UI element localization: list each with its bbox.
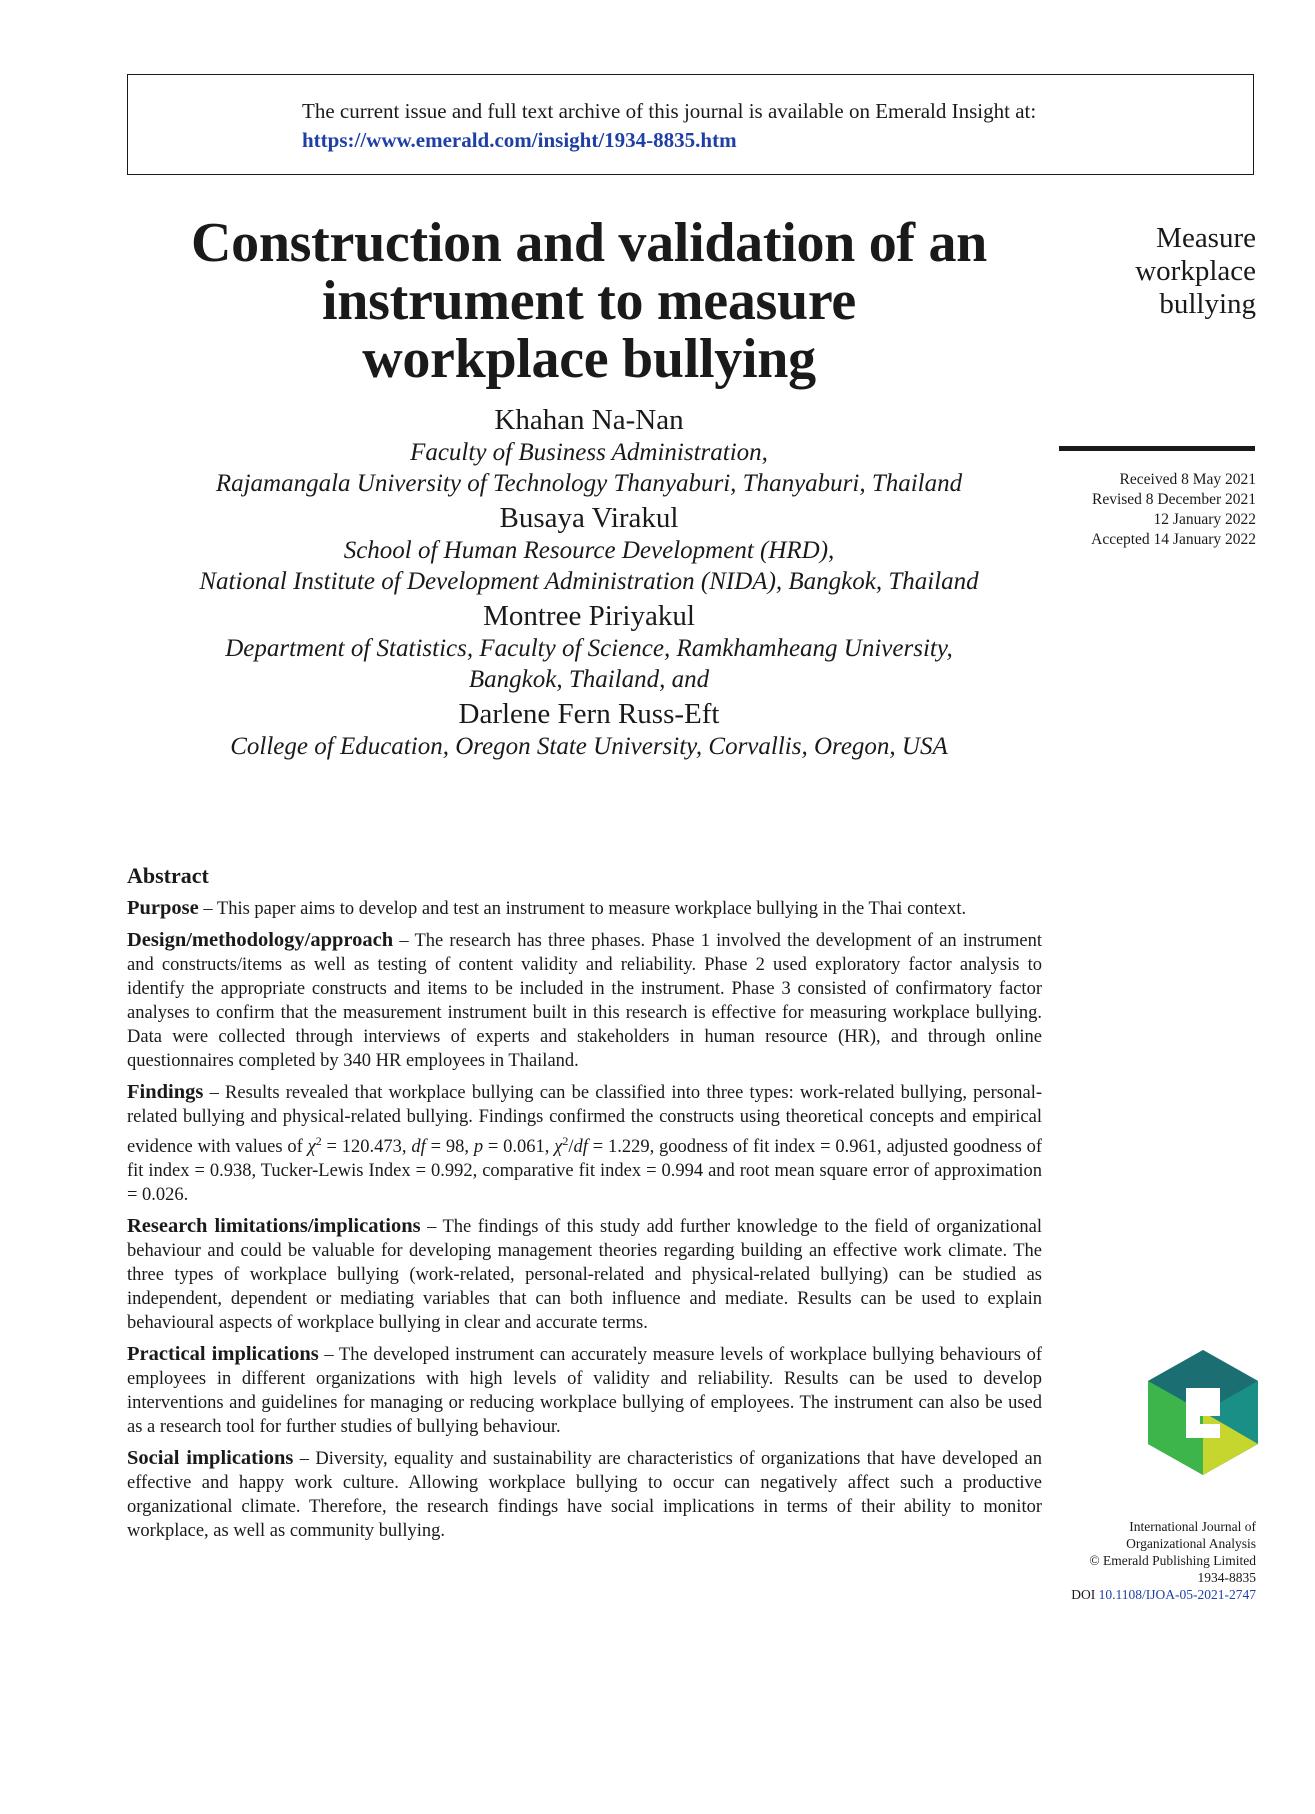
author-affiliation: Faculty of Business Administration,	[410, 439, 768, 466]
author-affiliation: College of Education, Oregon State University, Corvallis, Oregon, USA	[230, 733, 948, 760]
author-name: Busaya Virakul	[499, 502, 679, 534]
section-label: Purpose	[127, 897, 199, 919]
running-head-line: workplace	[1135, 255, 1256, 287]
section-text: goodness of fit index = 0.961, adjusted goodness of fit index = 0.938, Tucker-Lewis Index = 0.992, comparative fit index = 0.994 and root mean square error of approximation = 0.026.	[127, 1137, 1043, 1206]
journal-name-line: International Journal of	[1129, 1519, 1256, 1534]
abstract-findings: Findings – Results revealed that workplace bullying can be classified into three types: work-related bullying, personal-related bullying and physical-related bullying. Findings confirmed the constructs using theoretical concepts and empirical evidence with values of $\chi^2 = 120.473$, df = 98, p = 0.061, $\chi^2/df = 1.229$, goodness of fit index = 0.961, adjusted goodness of fit index = 0.938, Tucker-Lewis Index = 0.992, comparative fit index = 0.994 and root mean square error of approximation = 0.026.	[127, 1081, 1043, 1206]
running-head-line: bullying	[1159, 288, 1256, 320]
author-4	[127, 697, 1051, 762]
history-accepted: Accepted 14 January 2022	[1091, 531, 1256, 548]
section-label: Research limitations/implications	[127, 1215, 421, 1238]
abstract	[127, 862, 1042, 1550]
author-affiliation: Bangkok, Thailand, and	[468, 666, 710, 693]
section-label: Social implications	[127, 1447, 294, 1470]
margin-rule	[1059, 446, 1255, 451]
author-name: Montree Piriyakul	[483, 600, 695, 632]
doi-line	[1071, 1586, 1256, 1603]
running-head-line: Measure	[1156, 222, 1256, 254]
abstract-design	[127, 928, 1042, 1073]
paper-title	[127, 214, 1051, 388]
section-text: – Results revealed that workplace bullying can be classified into three types: work-related bullying, personal-related bullying and physical-related bullying. Findings confirmed the constructs using theoretical concepts and empirical evidence with values of	[127, 1083, 1042, 1158]
author-3	[127, 599, 1051, 695]
author-name: Darlene Fern Russ-Eft	[458, 698, 720, 730]
author-2	[127, 501, 1051, 597]
section-text: – Diversity, equality and sustainability are characteristics of organizations that have developed an effective and happy work culture. Allowing workplace bullying to occur can negatively affect such a productive organizational climate. Therefore, the research findings have social implications in terms of their ability to monitor workplace, as well as community bullying.	[127, 1449, 1042, 1542]
logo-e-mark	[1186, 1388, 1220, 1438]
emerald-logo-icon	[1148, 1350, 1258, 1475]
section-text: – The research has three phases. Phase 1 involved the development of an instrument and constructs/items as well as testing of content validity and reliability. Phase 2 used exploratory factor analysis to identify the appropriate constructs and items to be included in the instrument. Phase 3 consisted of confirmatory factor analyses to confirm that the measurement instrument built in this research is effective for measuring workplace bullying. Data were collected through interviews of experts and stakeholders in human resource (HR), and through online questionnaires completed by 340 HR employees in Thailand.	[127, 931, 1042, 1071]
doi-link[interactable]: 10.1108/IJOA-05-2021-2747	[1098, 1587, 1256, 1602]
title-line-1: Construction and validation of an	[190, 212, 988, 274]
author-list	[127, 403, 1051, 764]
author-name: Khahan Na-Nan	[494, 404, 684, 436]
author-affiliation: School of Human Resource Development (HRD),	[343, 537, 835, 564]
author-1	[127, 403, 1051, 499]
abstract-purpose	[127, 896, 1042, 921]
archive-notice	[302, 97, 1036, 155]
abstract-social	[127, 1446, 1042, 1543]
running-head	[1135, 222, 1256, 321]
section-label: Practical implications	[127, 1343, 319, 1366]
abstract-limitations	[127, 1214, 1042, 1335]
title-line-2: instrument to measure	[322, 270, 856, 332]
history-revised-2: 12 January 2022	[1153, 511, 1256, 528]
section-text: – The findings of this study add further knowledge to the field of organizational behaviour and could be valuable for developing management theories regarding building an effective work climate. The three types of workplace bullying (work-related, personal-related and physical-related bullying) can be studied as independent, dependent or mediating variables that can both influence and mediate. Results can be used to explain behavioural aspects of workplace bullying in clear and accurate terms.	[127, 1217, 1042, 1334]
archive-notice-box	[127, 74, 1254, 175]
section-text: – The developed instrument can accurately measure levels of workplace bullying behaviours of employees in different organizations with high levels of validity and reliability. Results can be used to develop interventions and guidelines for managing or reducing workplace bullying of employees. The instrument can also be used as a research tool for further studies of bullying behaviour.	[127, 1345, 1042, 1438]
section-label: Design/methodology/approach	[127, 929, 394, 951]
journal-name-line: Organizational Analysis	[1126, 1536, 1256, 1551]
journal-info	[1071, 1518, 1256, 1603]
article-history	[1091, 470, 1256, 550]
archive-link[interactable]: https://www.emerald.com/insight/1934-8835.htm	[302, 128, 737, 152]
doi-label: DOI	[1071, 1587, 1096, 1602]
history-revised: Revised 8 December 2021	[1092, 491, 1256, 508]
abstract-practical	[127, 1342, 1042, 1439]
issn-line: 1934-8835	[1197, 1570, 1256, 1585]
publisher-line: © Emerald Publishing Limited	[1089, 1553, 1256, 1568]
title-line-3: workplace bullying	[362, 328, 816, 390]
section-text: – This paper aims to develop and test an instrument to measure workplace bullying in the Thai context.	[198, 899, 967, 919]
history-received: Received 8 May 2021	[1119, 471, 1256, 488]
section-label: Findings	[127, 1081, 204, 1103]
author-affiliation: Rajamangala University of Technology Thanyaburi, Thanyaburi, Thailand	[215, 470, 963, 497]
archive-text: The current issue and full text archive of this journal is available on Emerald Insight at:	[302, 99, 1037, 123]
abstract-heading: Abstract	[127, 863, 209, 888]
author-affiliation: National Institute of Development Administration (NIDA), Bangkok, Thailand	[199, 568, 979, 595]
author-affiliation: Department of Statistics, Faculty of Science, Ramkhamheang University,	[225, 635, 953, 662]
